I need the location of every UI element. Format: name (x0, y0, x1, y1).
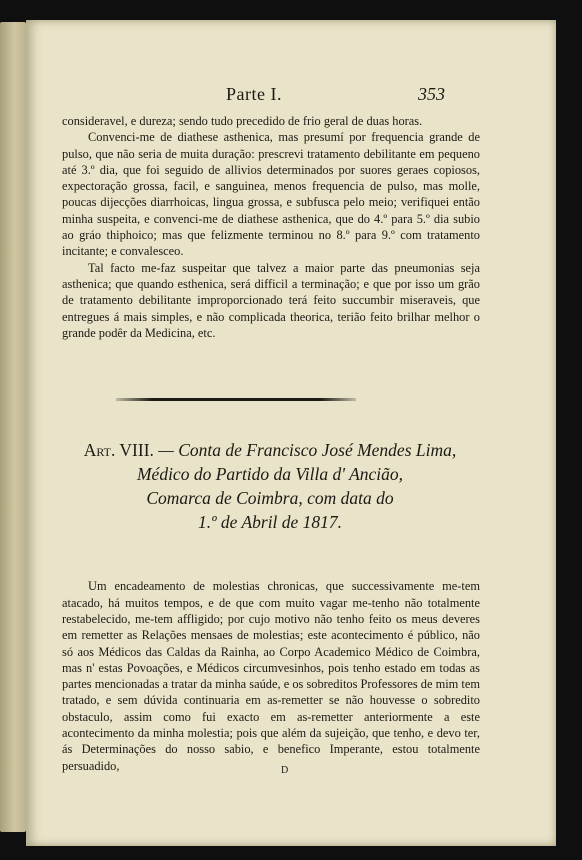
article-title-line-2: Médico do Partido da Villa d' Ancião, (136, 464, 404, 484)
article-title-line-3: Comarca de Coimbra, com data do (146, 488, 394, 508)
running-header (26, 84, 556, 108)
letter-paragraph: Um encadeamento de molestias chronicas, que successivamente me-tem atacado, há muitos tempos, e de que com muito vagar me-tenho não totalmente restabelecido, me-tem affligido; por cujo motivo não tenho feito os meus deveres em remetter as Relações mensaes de molestias; este acontecimento é público, não só aos Médicos das Caldas da Rainha, ao Corpo Academico Médico de Coimbra, mas n' estas Povoações, e Médicos circumvesinhos, pois tenho estado em todas as partes mencionadas a tratar da minha saúde, e os sobreditos Professores de mim tem tratado, e sem dúvida continuaria em as-remetter se não houvesse o sobredito obstaculo, assim como fui exacto em as-remetter anteriormente a este acontecimento da minha molestia; pois que além da sujeição, que tenho, e devo ter, ás Determinações do nosso sabio, e benefico Imperante, estou totalmente persuadido, (62, 579, 480, 773)
body-text (62, 113, 480, 341)
section-divider (116, 398, 356, 401)
page-number: 353 (418, 84, 445, 104)
article-label: Art. VIII. (83, 440, 154, 460)
signature-mark: D (281, 765, 289, 776)
facing-page-edge (0, 22, 26, 832)
book-page (26, 20, 556, 846)
paragraph-continuation: consideravel, e dureza; sendo tudo precedido de frio geral de duas horas. (62, 114, 423, 128)
article-heading (50, 438, 490, 534)
article-title-line-4: 1.º de Abril de 1817. (197, 512, 343, 532)
article-title-line-1: — Conta de Francisco José Mendes Lima, (158, 440, 457, 460)
article-heading-line-1 (50, 438, 490, 462)
part-heading: Parte I. (226, 84, 282, 104)
paragraph-conclusion: Tal facto me-faz suspeitar que talvez a maior parte das pneumonias seja asthenica; que quando esthenica, será difficil a terminação; e que por isso um grão de tratamento debilitante improporcionado terá feito succumbir miseraveis, que entregues á mais simples, e não complicada theorica, terião feito brilhar melhor o grande podêr da Medicina, etc. (62, 260, 480, 340)
letter-text (62, 566, 480, 786)
paragraph-diagnosis: Convenci-me de diathese asthenica, mas presumí por frequencia grande de pulso, que não seria de muita duração: prescrevi tratamento debilitante em pequeno até 3.º dia, que foi seguido de allivios determinados por suores geraes copiosos, expectoração grossa, facil, e sanguinea, menos frequencia de pulso, mas molle, poucas dijecções diarrhoicas, lingua grossa, e subfusca pelo meio; verifiquei então minha suspeita, e convenci-me de diathese asthenica, que do 4.º para 5.º dia subio ao gráo thiphoico; mas que felizmente terminou no 8.º para 9.º com tratamento incitante; e convalesceo. (62, 130, 480, 259)
